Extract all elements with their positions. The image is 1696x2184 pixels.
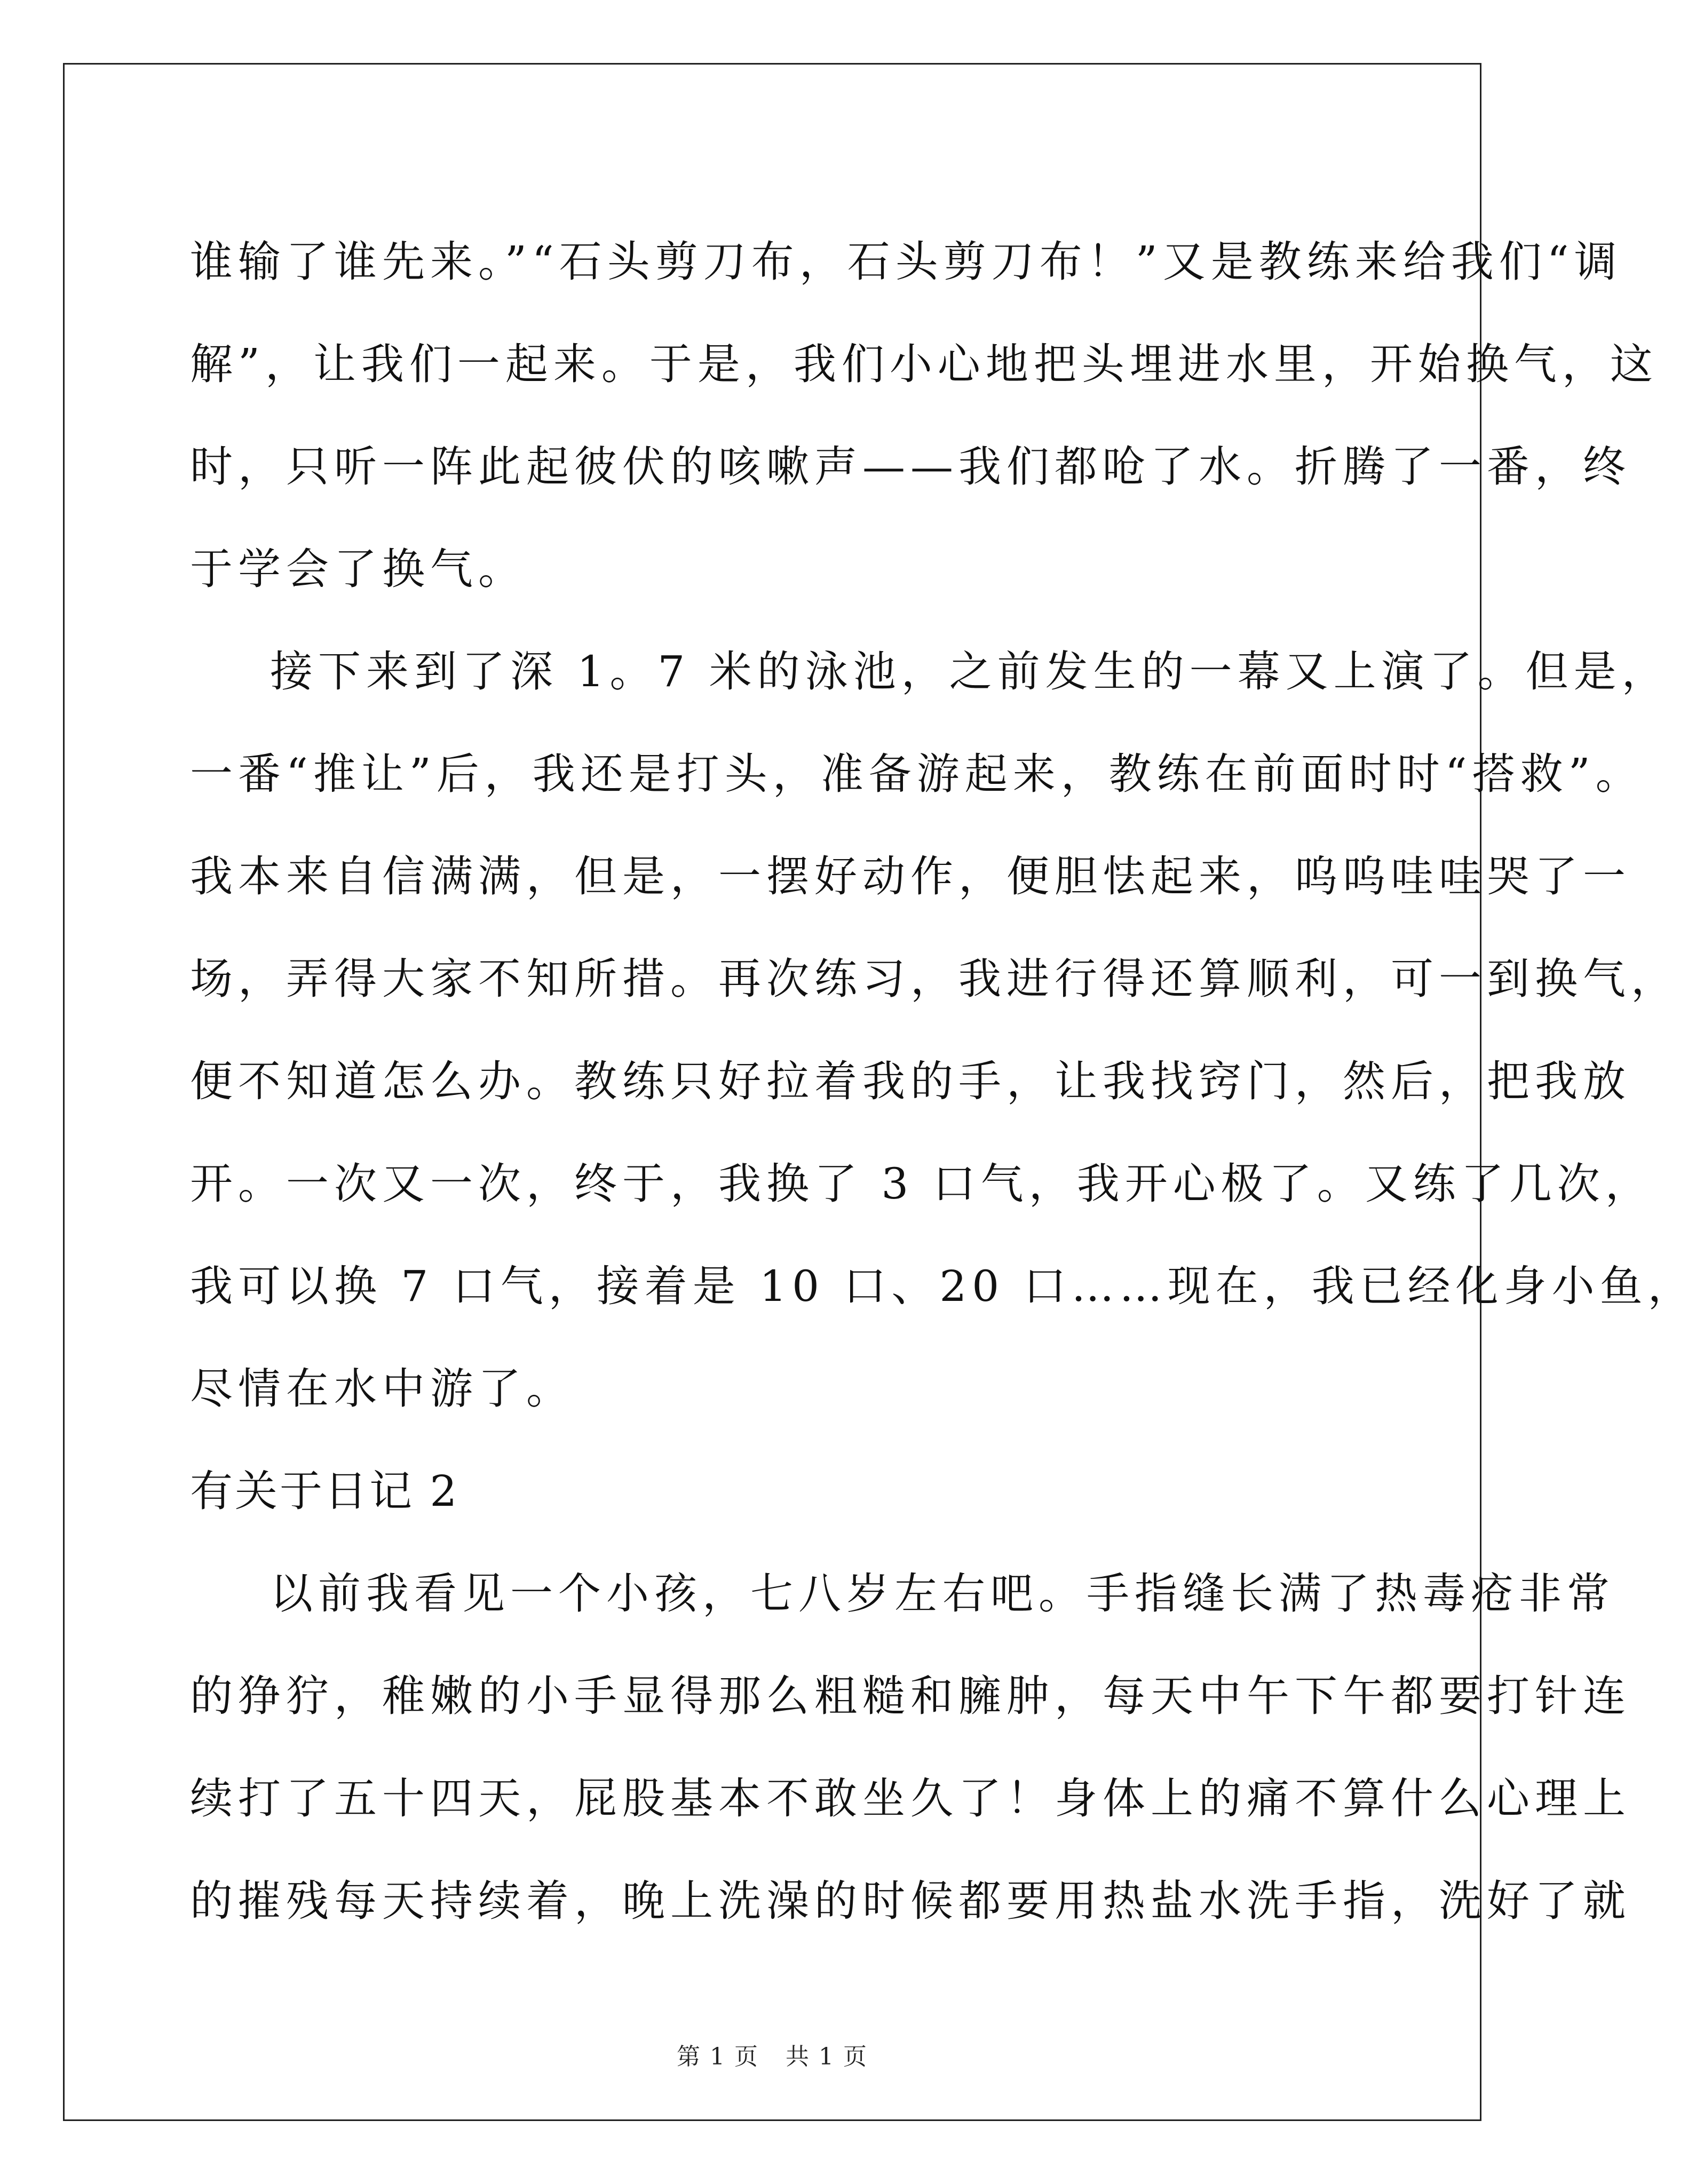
section-heading: 有关于日记 2 bbox=[190, 1466, 459, 1516]
document-body bbox=[190, 211, 1696, 1952]
page-count: 共 1 页 bbox=[786, 2043, 868, 2070]
text-line: 于学会了换气。 bbox=[190, 544, 526, 594]
text-line: 场，弄得大家不知所措。再次练习，我进行得还算顺利，可一到换气， bbox=[190, 954, 1679, 1004]
text-line: 尽情在水中游了。 bbox=[190, 1364, 574, 1413]
text-line: 续打了五十四天，屁股基本不敢坐久了！身体上的痛不算什么心理上 bbox=[190, 1774, 1631, 1823]
paragraph-start-line: 以前我看见一个小孩，七八岁左右吧。手指缝长满了热毒疮非常 bbox=[270, 1569, 1615, 1618]
text-line: 的摧残每天持续着，晚上洗澡的时候都要用热盐水洗手指，洗好了就 bbox=[190, 1876, 1631, 1926]
text-line: 谁输了谁先来。”“石头剪刀布，石头剪刀布！”又是教练来给我们“调 bbox=[190, 237, 1622, 287]
text-line: 便不知道怎么办。教练只好拉着我的手，让我找窍门，然后，把我放 bbox=[190, 1057, 1631, 1106]
text-line: 的狰狞，稚嫩的小手显得那么粗糙和臃肿，每天中午下午都要打针连 bbox=[190, 1671, 1631, 1721]
text-line: 开。一次又一次，终于，我换了 3 口气，我开心极了。又练了几次， bbox=[190, 1159, 1653, 1209]
text-line: 我可以换 7 口气，接着是 10 口、20 口……现在，我已经化身小鱼， bbox=[190, 1261, 1696, 1311]
page-footer bbox=[0, 2037, 1544, 2071]
text-line: 解”，让我们一起来。于是，我们小心地把头埋进水里，开始换气，这 bbox=[190, 339, 1658, 389]
text-line: 一番“推让”后，我还是打头，准备游起来，教练在前面时时“搭救”。 bbox=[190, 749, 1644, 799]
paragraph-start-line: 接下来到了深 1。7 米的泳池，之前发生的一幕又上演了。但是， bbox=[270, 647, 1670, 696]
page-number: 第 1 页 bbox=[677, 2043, 759, 2070]
text-line: 时，只听一阵此起彼伏的咳嗽声——我们都呛了水。折腾了一番，终 bbox=[190, 442, 1631, 491]
text-line: 我本来自信满满，但是，一摆好动作，便胆怯起来，呜呜哇哇哭了一 bbox=[190, 852, 1631, 901]
